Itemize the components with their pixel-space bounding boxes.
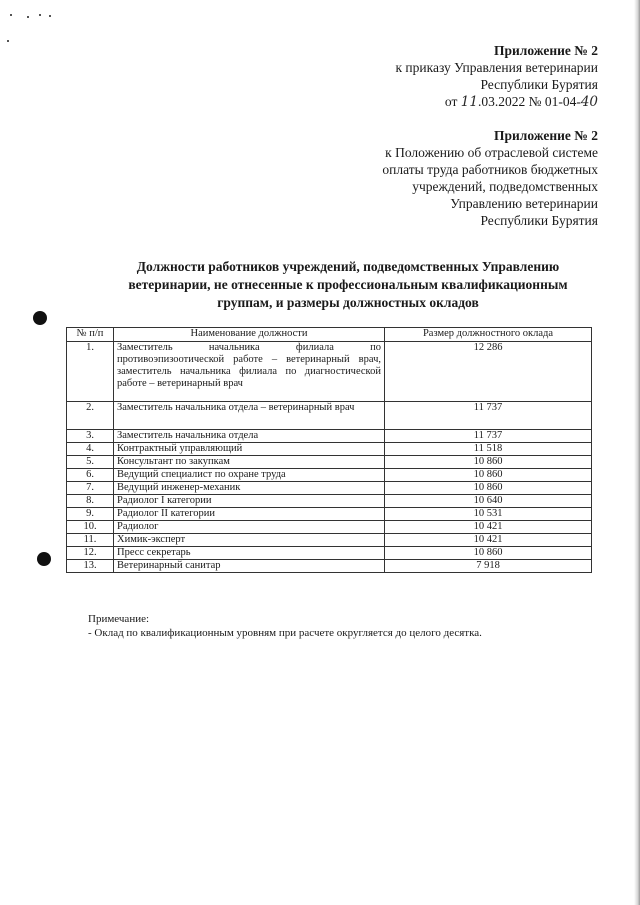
table-row xyxy=(67,482,592,495)
table-row xyxy=(67,456,592,469)
table-row xyxy=(67,469,592,482)
row-number: 13. xyxy=(67,560,114,573)
footnote xyxy=(88,612,482,640)
salary-amount: 12 286 xyxy=(385,342,592,402)
scan-speck xyxy=(10,14,12,16)
positions-salary-table xyxy=(66,327,592,573)
appendix-line: оплаты труда работников бюджетных xyxy=(382,162,598,177)
position-name: Ведущий специалист по охране труда xyxy=(114,469,385,482)
row-number: 2. xyxy=(67,402,114,430)
salary-amount: 11 737 xyxy=(385,402,592,430)
appendix-line: Республики Бурятия xyxy=(480,213,598,228)
salary-amount: 10 421 xyxy=(385,521,592,534)
row-number: 4. xyxy=(67,443,114,456)
position-name: Радиолог II категории xyxy=(114,508,385,521)
table-row xyxy=(67,430,592,443)
date-rest: .03.2022 № 01-04- xyxy=(477,94,581,109)
row-number: 7. xyxy=(67,482,114,495)
appendix-line: к Положению об отраслевой системе xyxy=(385,145,598,160)
position-name: Химик-эксперт xyxy=(114,534,385,547)
scan-speck xyxy=(7,40,9,42)
position-name: Ведущий инженер-механик xyxy=(114,482,385,495)
salary-amount: 10 860 xyxy=(385,547,592,560)
scan-speck xyxy=(49,15,51,17)
salary-amount: 10 860 xyxy=(385,482,592,495)
position-name: Контрактный управляющий xyxy=(114,443,385,456)
appendix-title: Приложение № 2 xyxy=(494,43,598,58)
salary-amount: 7 918 xyxy=(385,560,592,573)
column-header-position: Наименование должности xyxy=(114,328,385,342)
punch-hole-mark xyxy=(33,311,47,325)
handwritten-order-number: 40 xyxy=(580,94,598,110)
table-row xyxy=(67,495,592,508)
position-name: Пресс секретарь xyxy=(114,547,385,560)
position-name: Консультант по закупкам xyxy=(114,456,385,469)
appendix-line: к приказу Управления ветеринарии xyxy=(395,60,598,75)
scan-edge-shadow xyxy=(634,0,640,905)
scan-speck xyxy=(39,14,41,16)
table-row xyxy=(67,547,592,560)
row-number: 11. xyxy=(67,534,114,547)
table-header-row xyxy=(67,328,592,342)
salary-amount: 10 860 xyxy=(385,456,592,469)
footnote-label: Примечание: xyxy=(88,613,150,625)
row-number: 9. xyxy=(67,508,114,521)
footnote-text: - Оклад по квалификационным уровням при расчете округляется до целого десятка. xyxy=(88,627,482,639)
row-number: 1. xyxy=(67,342,114,402)
row-number: 12. xyxy=(67,547,114,560)
salary-amount: 11 518 xyxy=(385,443,592,456)
position-name: Радиолог xyxy=(114,521,385,534)
title-line: Должности работников учреждений, подведомственных Управлению xyxy=(136,259,560,274)
table-row xyxy=(67,534,592,547)
row-number: 6. xyxy=(67,469,114,482)
salary-amount: 10 421 xyxy=(385,534,592,547)
table-row xyxy=(67,342,592,402)
row-number: 3. xyxy=(67,430,114,443)
appendix-date-line xyxy=(395,93,598,111)
position-name: Радиолог I категории xyxy=(114,495,385,508)
salary-amount: 10 860 xyxy=(385,469,592,482)
document-title xyxy=(96,258,600,312)
scan-speck xyxy=(27,16,29,18)
salary-amount: 10 531 xyxy=(385,508,592,521)
position-name: Заместитель начальника отдела xyxy=(114,430,385,443)
punch-hole-mark xyxy=(37,552,51,566)
salary-amount: 11 737 xyxy=(385,430,592,443)
position-name: Ветеринарный санитар xyxy=(114,560,385,573)
order-appendix-header xyxy=(395,42,598,111)
column-header-number: № п/п xyxy=(67,328,114,342)
appendix-title: Приложение № 2 xyxy=(494,128,598,143)
table-row xyxy=(67,521,592,534)
table-row xyxy=(67,402,592,430)
appendix-line: учреждений, подведомственных xyxy=(412,179,598,194)
appendix-line: Республики Бурятия xyxy=(480,77,598,92)
position-name: Заместитель начальника отдела – ветеринарный врач xyxy=(114,402,385,430)
row-number: 8. xyxy=(67,495,114,508)
table-row xyxy=(67,560,592,573)
row-number: 5. xyxy=(67,456,114,469)
title-line: ветеринарии, не отнесенные к профессиональным квалификационным xyxy=(128,277,568,292)
appendix-line: Управлению ветеринарии xyxy=(450,196,598,211)
row-number: 10. xyxy=(67,521,114,534)
column-header-salary: Размер должностного оклада xyxy=(385,328,592,342)
table-row xyxy=(67,443,592,456)
table-row xyxy=(67,508,592,521)
regulation-appendix-header xyxy=(382,127,598,229)
date-prefix: от xyxy=(444,94,458,109)
title-line: группам, и размеры должностных окладов xyxy=(217,295,479,310)
salary-amount: 10 640 xyxy=(385,495,592,508)
position-name: Заместитель начальника филиала по противоэпизоотической работе – ветеринарный врач, заместитель начальника филиала по диагностической работе – ветеринарный врач xyxy=(114,342,385,402)
handwritten-day: 11 xyxy=(460,94,478,110)
